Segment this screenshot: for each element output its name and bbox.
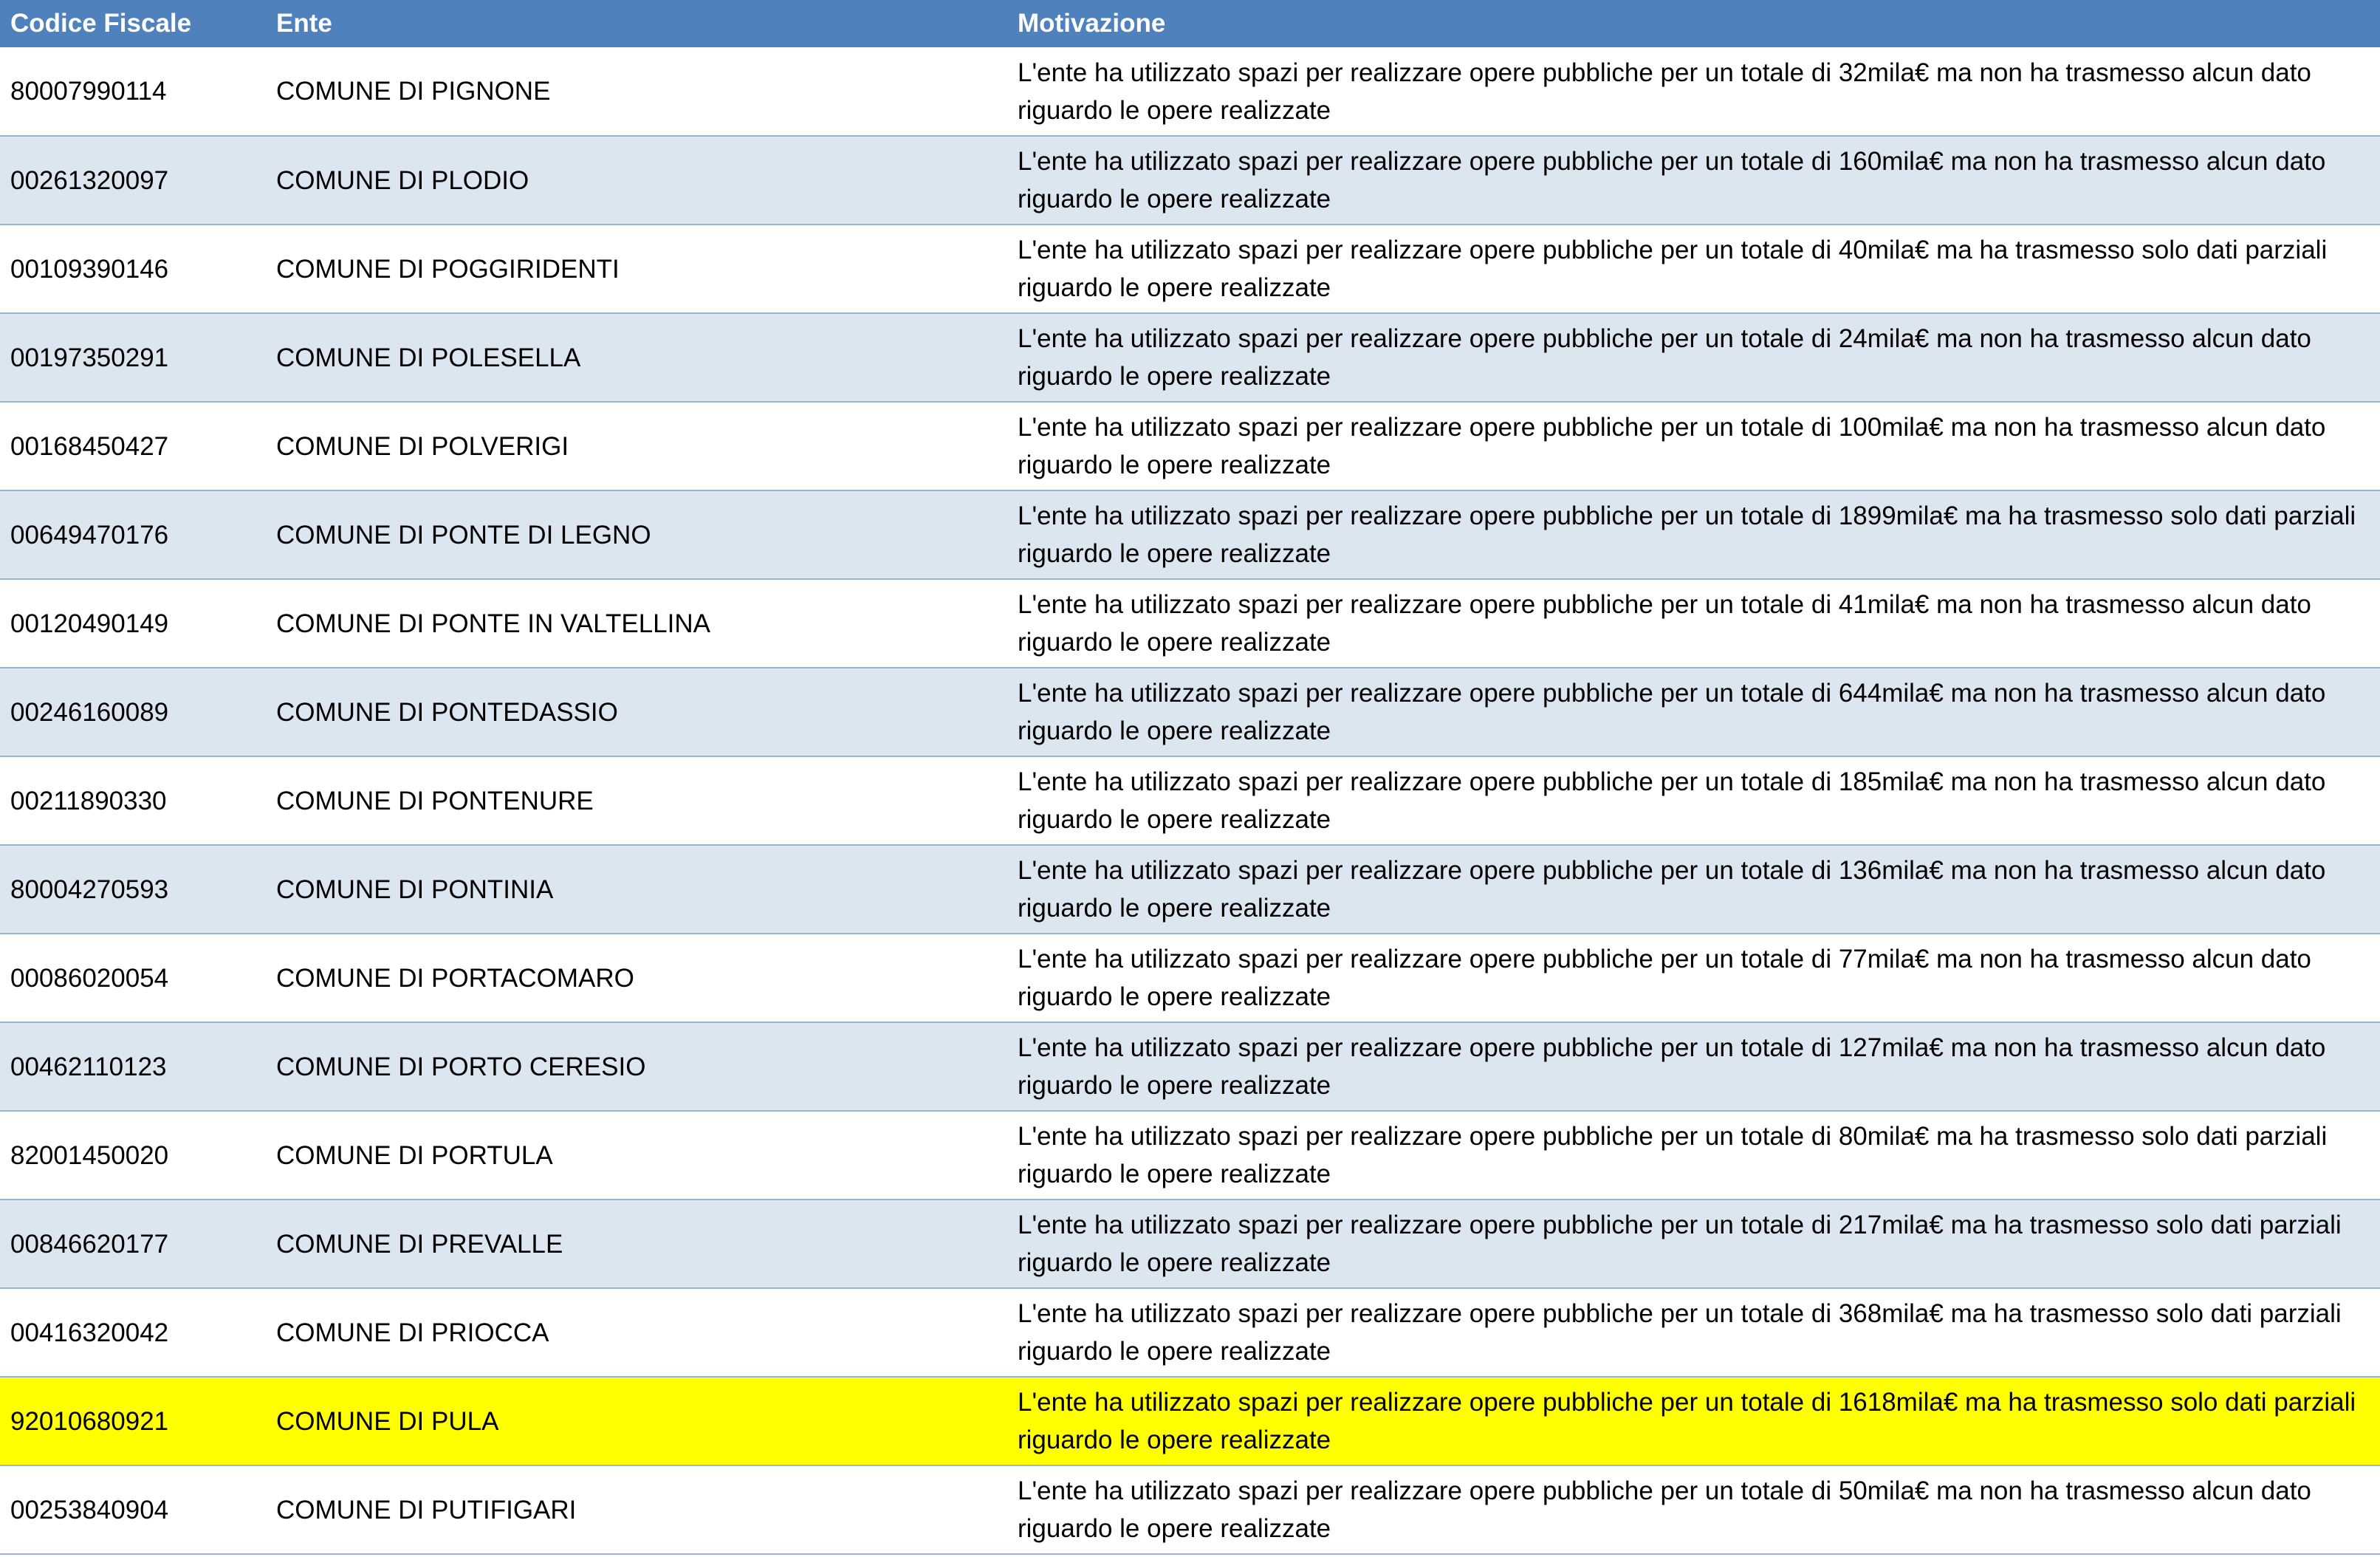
- ente-cell: COMUNE DI PORTACOMARO: [276, 963, 634, 993]
- codice-fiscale-cell: 00246160089: [10, 697, 169, 727]
- table-row: [0, 313, 2380, 402]
- ente-cell: COMUNE DI PONTENURE: [276, 786, 594, 815]
- ente-cell: COMUNE DI PORTULA: [276, 1140, 553, 1170]
- ente-cell: COMUNE DI PRIOCCA: [276, 1318, 549, 1347]
- ente-cell: COMUNE DI PLODIO: [276, 165, 529, 195]
- table-row: [0, 934, 2380, 1022]
- codice-fiscale-cell: 00086020054: [10, 963, 169, 993]
- codice-fiscale-cell: 00109390146: [10, 254, 169, 284]
- table-row: [0, 1022, 2380, 1111]
- codice-fiscale-cell: 92010680921: [10, 1406, 169, 1436]
- codice-fiscale-cell: 00846620177: [10, 1229, 169, 1259]
- codice-fiscale-cell: 80007990114: [10, 77, 167, 106]
- codice-fiscale-cell: 00649470176: [10, 520, 169, 550]
- codice-fiscale-cell: 00120490149: [10, 609, 169, 638]
- ente-cell: COMUNE DI PORTO CERESIO: [276, 1052, 646, 1081]
- ente-cell: COMUNE DI PIGNONE: [276, 77, 551, 106]
- codice-fiscale-cell: 00416320042: [10, 1318, 169, 1347]
- table-row: [0, 490, 2380, 579]
- motivazione-cell: L'ente ha utilizzato spazi per realizzare opere pubbliche per un totale di 100mila€ ma non ha trasmesso alcun dato riguardo le opere realizzate: [1018, 413, 2326, 479]
- ente-cell: COMUNE DI POLVERIGI: [276, 431, 569, 461]
- codice-fiscale-cell: 00253840904: [10, 1495, 169, 1525]
- codice-fiscale-cell: 00261320097: [10, 165, 169, 195]
- table-row: [0, 579, 2380, 668]
- table-row: [0, 1111, 2380, 1200]
- motivazione-cell: L'ente ha utilizzato spazi per realizzare opere pubbliche per un totale di 1899mila€ ma ha trasmesso solo dati parziali riguardo le opere realizzate: [1018, 502, 2356, 568]
- codice-fiscale-cell: 80004270593: [10, 875, 169, 904]
- motivazione-cell: L'ente ha utilizzato spazi per realizzare opere pubbliche per un totale di 41mila€ ma non ha trasmesso alcun dato riguardo le opere realizzate: [1018, 590, 2311, 657]
- motivazione-cell: L'ente ha utilizzato spazi per realizzare opere pubbliche per un totale di 185mila€ ma non ha trasmesso alcun dato riguardo le opere realizzate: [1018, 767, 2326, 834]
- ente-cell: COMUNE DI PONTE IN VALTELLINA: [276, 609, 710, 638]
- motivazione-cell: L'ente ha utilizzato spazi per realizzare opere pubbliche per un totale di 32mila€ ma non ha trasmesso alcun dato riguardo le opere realizzate: [1018, 58, 2311, 125]
- ente-cell: COMUNE DI POGGIRIDENTI: [276, 254, 620, 284]
- table-row: [0, 225, 2380, 313]
- codice-fiscale-cell: 00168450427: [10, 431, 169, 461]
- codice-fiscale-cell: 00197350291: [10, 343, 169, 372]
- ente-cell: COMUNE DI PREVALLE: [276, 1229, 563, 1259]
- motivazione-cell: L'ente ha utilizzato spazi per realizzare opere pubbliche per un totale di 160mila€ ma non ha trasmesso alcun dato riguardo le opere realizzate: [1018, 147, 2326, 213]
- table-row: [0, 845, 2380, 934]
- motivazione-cell: L'ente ha utilizzato spazi per realizzare opere pubbliche per un totale di 1618mila€ ma ha trasmesso solo dati parziali riguardo le opere realizzate: [1018, 1388, 2356, 1454]
- motivazione-cell: L'ente ha utilizzato spazi per realizzare opere pubbliche per un totale di 80mila€ ma ha trasmesso solo dati parziali riguardo le opere realizzate: [1018, 1122, 2328, 1188]
- motivazione-cell: L'ente ha utilizzato spazi per realizzare opere pubbliche per un totale di 217mila€ ma ha trasmesso solo dati parziali riguardo le opere realizzate: [1018, 1211, 2342, 1277]
- header-motivazione: Motivazione: [1018, 9, 1166, 38]
- codice-fiscale-cell: 00462110123: [10, 1052, 167, 1081]
- motivazione-cell: L'ente ha utilizzato spazi per realizzare opere pubbliche per un totale di 50mila€ ma non ha trasmesso alcun dato riguardo le opere realizzate: [1018, 1476, 2311, 1543]
- ente-cell: COMUNE DI PONTINIA: [276, 875, 554, 904]
- table-row: [0, 668, 2380, 756]
- header-codice-fiscale: Codice Fiscale: [10, 9, 192, 38]
- table-row: [0, 1465, 2380, 1554]
- table-row-highlighted: [0, 1377, 2380, 1465]
- motivazione-cell: L'ente ha utilizzato spazi per realizzare opere pubbliche per un totale di 40mila€ ma ha trasmesso solo dati parziali riguardo le opere realizzate: [1018, 236, 2328, 302]
- ente-cell: COMUNE DI POLESELLA: [276, 343, 581, 372]
- motivazione-cell: L'ente ha utilizzato spazi per realizzare opere pubbliche per un totale di 368mila€ ma ha trasmesso solo dati parziali riguardo le opere realizzate: [1018, 1299, 2342, 1366]
- ente-cell: COMUNE DI PONTE DI LEGNO: [276, 520, 651, 550]
- table-row: [0, 47, 2380, 136]
- table-row: [0, 1288, 2380, 1377]
- ente-cell: COMUNE DI PULA: [276, 1406, 499, 1436]
- motivazione-cell: L'ente ha utilizzato spazi per realizzare opere pubbliche per un totale di 24mila€ ma non ha trasmesso alcun dato riguardo le opere realizzate: [1018, 324, 2311, 391]
- motivazione-cell: L'ente ha utilizzato spazi per realizzare opere pubbliche per un totale di 136mila€ ma non ha trasmesso alcun dato riguardo le opere realizzate: [1018, 856, 2326, 923]
- table-row: [0, 756, 2380, 845]
- motivazione-cell: L'ente ha utilizzato spazi per realizzare opere pubbliche per un totale di 127mila€ ma non ha trasmesso alcun dato riguardo le opere realizzate: [1018, 1033, 2326, 1100]
- table-row: [0, 402, 2380, 490]
- ente-cell: COMUNE DI PONTEDASSIO: [276, 697, 618, 727]
- table-row: [0, 136, 2380, 225]
- header-ente: Ente: [276, 9, 332, 38]
- motivazione-cell: L'ente ha utilizzato spazi per realizzare opere pubbliche per un totale di 644mila€ ma non ha trasmesso alcun dato riguardo le opere realizzate: [1018, 679, 2326, 745]
- header-row: [0, 0, 2380, 47]
- table-header: [0, 0, 2380, 47]
- motivazione-cell: L'ente ha utilizzato spazi per realizzare opere pubbliche per un totale di 77mila€ ma non ha trasmesso alcun dato riguardo le opere realizzate: [1018, 945, 2311, 1011]
- ente-cell: COMUNE DI PUTIFIGARI: [276, 1495, 577, 1525]
- codice-fiscale-cell: 00211890330: [10, 786, 167, 815]
- table-body: [0, 47, 2380, 1554]
- table-row: [0, 1200, 2380, 1288]
- codice-fiscale-cell: 82001450020: [10, 1140, 169, 1170]
